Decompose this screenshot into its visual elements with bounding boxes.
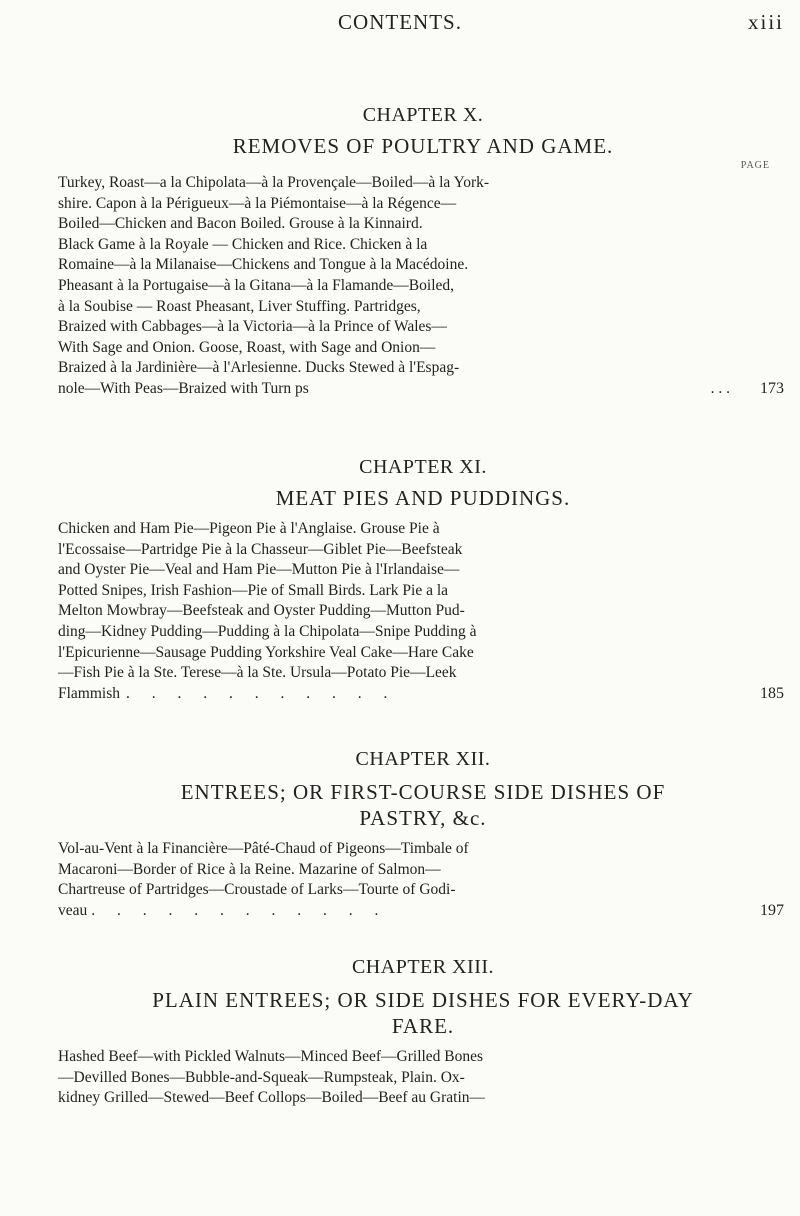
chapter-entry bbox=[58, 173, 788, 400]
chapter-title: PLAIN ENTREES; OR SIDE DISHES FOR EVERY-DAY bbox=[152, 988, 694, 1012]
chapter-xiii-section bbox=[58, 956, 788, 1109]
running-head bbox=[0, 8, 800, 40]
entry-last-line bbox=[58, 901, 788, 922]
entry-line: Romaine—à la Milanaise—Chickens and Tongue à la Macédoine. bbox=[58, 256, 469, 274]
entry-line: veau bbox=[58, 901, 88, 919]
page-number: xiii bbox=[747, 10, 784, 34]
entry-line: nole—With Peas—Braized with Turn ps bbox=[58, 379, 309, 397]
entry-line: Pheasant à la Portugaise—à la Gitana—à la Flamande—Boiled, bbox=[58, 276, 454, 294]
entry-line: and Oyster Pie—Veal and Ham Pie—Mutton Pie à l'Irlandaise— bbox=[58, 561, 460, 579]
entry-line: l'Epicurienne—Sausage Pudding Yorkshire Veal Cake—Hare Cake bbox=[58, 643, 474, 661]
chapter-title: REMOVES OF POULTRY AND GAME. bbox=[232, 134, 614, 158]
running-title: CONTENTS. bbox=[338, 10, 462, 34]
chapter-xii-section bbox=[58, 748, 788, 921]
entry-line: Macaroni—Border of Rice à la Reine. Mazarine of Salmon— bbox=[58, 860, 441, 878]
page-reference: 197 bbox=[760, 901, 784, 919]
entry-line: Vol-au-Vent à la Financière—Pâté-Chaud of Pigeons—Timbale of bbox=[58, 840, 469, 857]
page-reference: 185 bbox=[760, 684, 784, 702]
chapter-heading: CHAPTER XIII. bbox=[351, 956, 495, 978]
chapter-title-continued: PASTRY, &c. bbox=[359, 806, 487, 830]
chapter-entry bbox=[58, 1047, 788, 1109]
dot-leader: . . . . . . . . . . . . bbox=[91, 901, 388, 919]
entry-line: shire. Capon à la Périgueux—à la Piémontaise—à la Régence— bbox=[58, 194, 457, 212]
chapter-xi-section bbox=[58, 456, 788, 704]
entry-line: l'Ecossaise—Partridge Pie à la Chasseur—Giblet Pie—Beefsteak bbox=[58, 540, 463, 558]
entry-line: With Sage and Onion. Goose, Roast, with Sage and Onion— bbox=[58, 338, 436, 356]
entry-line: Turkey, Roast—a la Chipolata—à la Provençale—Boiled—à la York- bbox=[58, 174, 490, 191]
entry-line: ding—Kidney Pudding—Pudding à la Chipolata—Snipe Pudding à bbox=[58, 622, 477, 640]
entry-line: —Devilled Bones—Bubble-and-Squeak—Rumpsteak, Plain. Ox- bbox=[58, 1068, 465, 1086]
page-reference: 173 bbox=[760, 379, 784, 397]
entry-line: à la Soubise — Roast Pheasant, Liver Stuffing. Partridges, bbox=[58, 297, 421, 315]
chapter-entry bbox=[58, 839, 788, 921]
chapter-heading: CHAPTER X. bbox=[362, 104, 484, 126]
chapter-heading: CHAPTER XII. bbox=[355, 748, 491, 770]
entry-line: —Fish Pie à la Ste. Terese—à la Ste. Ursula—Potato Pie—Leek bbox=[58, 664, 457, 682]
chapter-x-section bbox=[58, 104, 788, 400]
entry-line: Braized à la Jardinière—à l'Arlesienne. Ducks Stewed à l'Espag- bbox=[58, 359, 460, 377]
page-column-label: PAGE bbox=[740, 160, 770, 171]
chapter-entry bbox=[58, 519, 788, 704]
entry-line: Chartreuse of Partridges—Croustade of Larks—Tourte of Godi- bbox=[58, 881, 456, 899]
chapter-title: ENTREES; OR FIRST-COURSE SIDE DISHES OF bbox=[180, 780, 666, 804]
entry-line: Chicken and Ham Pie—Pigeon Pie à l'Anglaise. Grouse Pie à bbox=[58, 520, 440, 537]
entry-line: Boiled—Chicken and Bacon Boiled. Grouse à la Kinnaird. bbox=[58, 215, 423, 233]
dot-leader: . . . bbox=[710, 379, 730, 397]
entry-line: Braized with Cabbages—à la Victoria—à la Prince of Wales— bbox=[58, 318, 447, 336]
entry-last-line bbox=[58, 684, 788, 705]
entry-line: Black Game à la Royale — Chicken and Rice. Chicken à la bbox=[58, 235, 428, 253]
dot-leader: . . . . . . . . . . . bbox=[126, 684, 397, 702]
entry-line: Potted Snipes, Irish Fashion—Pie of Small Birds. Lark Pie a la bbox=[58, 581, 449, 599]
entry-line: kidney Grilled—Stewed—Beef Collops—Boiled—Beef au Gratin— bbox=[58, 1089, 486, 1107]
chapter-title-continued: FARE. bbox=[391, 1014, 455, 1038]
entry-line: Melton Mowbray—Beefsteak and Oyster Pudding—Mutton Pud- bbox=[58, 602, 465, 620]
chapter-heading: CHAPTER XI. bbox=[359, 456, 487, 478]
entry-last-line bbox=[58, 379, 788, 400]
chapter-title: MEAT PIES AND PUDDINGS. bbox=[275, 486, 571, 510]
entry-line: Flammish bbox=[58, 684, 121, 702]
entry-line: Hashed Beef—with Pickled Walnuts—Minced Beef—Grilled Bones bbox=[58, 1048, 484, 1065]
